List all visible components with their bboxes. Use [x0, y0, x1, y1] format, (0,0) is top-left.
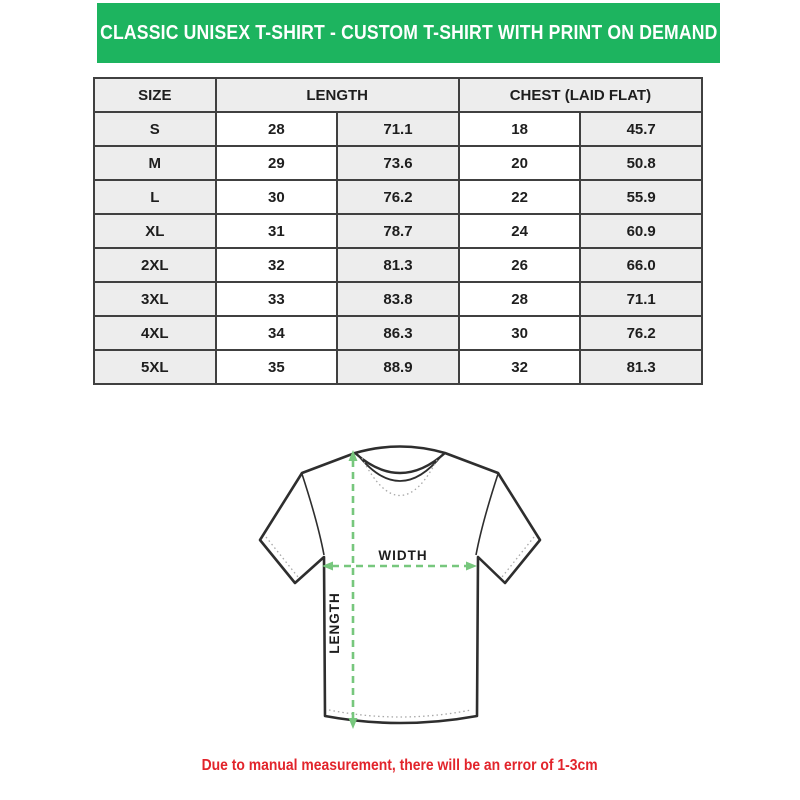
tshirt-outline [260, 447, 540, 724]
chest-cm-cell: 45.7 [580, 112, 702, 146]
table-row [94, 316, 702, 350]
title-banner [97, 3, 720, 63]
length-cm-cell: 71.1 [337, 112, 459, 146]
chest-in-cell: 20 [459, 146, 581, 180]
length-in-cell: 29 [216, 146, 338, 180]
chest-cm-cell: 71.1 [580, 282, 702, 316]
table-row [94, 248, 702, 282]
header-row [94, 78, 702, 112]
chest-cm-cell: 81.3 [580, 350, 702, 384]
length-in-cell: 30 [216, 180, 338, 214]
length-in-cell: 34 [216, 316, 338, 350]
length-cm-cell: 86.3 [337, 316, 459, 350]
size-cell: XL [94, 214, 216, 248]
chest-cm-cell: 55.9 [580, 180, 702, 214]
length-in-cell: 31 [216, 214, 338, 248]
table-row [94, 112, 702, 146]
length-cm-cell: 83.8 [337, 282, 459, 316]
chest-cm-cell: 60.9 [580, 214, 702, 248]
size-cell: 2XL [94, 248, 216, 282]
size-cell: L [94, 180, 216, 214]
length-cm-cell: 76.2 [337, 180, 459, 214]
length-in-cell: 32 [216, 248, 338, 282]
size-cell: S [94, 112, 216, 146]
length-label: LENGTH [327, 592, 342, 654]
col-header-length: LENGTH [216, 78, 459, 112]
size-cell: 3XL [94, 282, 216, 316]
length-in-cell: 28 [216, 112, 338, 146]
length-in-cell: 33 [216, 282, 338, 316]
table-row [94, 214, 702, 248]
size-cell: 5XL [94, 350, 216, 384]
length-cm-cell: 88.9 [337, 350, 459, 384]
table-row [94, 180, 702, 214]
chest-in-cell: 22 [459, 180, 581, 214]
tshirt-diagram [240, 433, 560, 749]
table-row [94, 350, 702, 384]
measurement-note-text: Due to manual measurement, there will be an error of 1-3cm [201, 757, 599, 774]
length-cm-cell: 78.7 [337, 214, 459, 248]
chest-in-cell: 24 [459, 214, 581, 248]
chest-in-cell: 28 [459, 282, 581, 316]
chest-cm-cell: 76.2 [580, 316, 702, 350]
length-cm-cell: 81.3 [337, 248, 459, 282]
chest-in-cell: 26 [459, 248, 581, 282]
chest-in-cell: 32 [459, 350, 581, 384]
col-header-chest: CHEST (LAID FLAT) [459, 78, 702, 112]
chest-cm-cell: 50.8 [580, 146, 702, 180]
size-cell: 4XL [94, 316, 216, 350]
measurement-note [0, 757, 800, 775]
size-cell: M [94, 146, 216, 180]
table-row [94, 146, 702, 180]
length-cm-cell: 73.6 [337, 146, 459, 180]
col-header-size: SIZE [94, 78, 216, 112]
chest-in-cell: 18 [459, 112, 581, 146]
width-label: WIDTH [378, 548, 428, 563]
chest-cm-cell: 66.0 [580, 248, 702, 282]
table-row [94, 282, 702, 316]
page-title: CLASSIC UNISEX T-SHIRT - CUSTOM T-SHIRT WITH PRINT ON DEMAND [99, 21, 718, 44]
size-chart-table [93, 77, 703, 385]
length-in-cell: 35 [216, 350, 338, 384]
length-arrowhead-down-icon [349, 718, 358, 729]
chest-in-cell: 30 [459, 316, 581, 350]
